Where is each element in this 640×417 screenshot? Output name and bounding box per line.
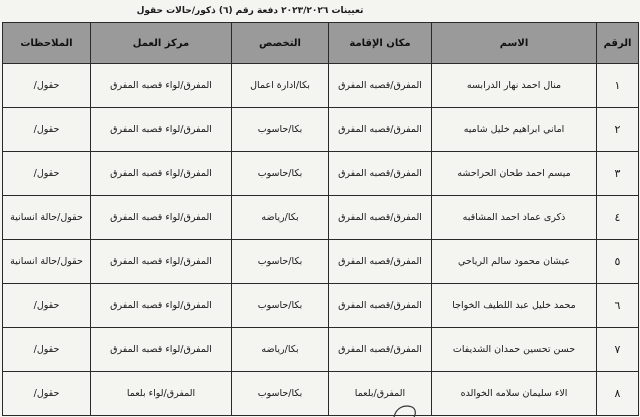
cell-residence: المفرق/قصبه المفرق bbox=[329, 240, 432, 284]
cell-notes: حقول/ bbox=[3, 372, 91, 416]
cell-name: محمد خليل عبد اللطيف الخواجا bbox=[432, 284, 597, 328]
cell-workplace: المفرق/لواء قصبه المفرق bbox=[91, 64, 232, 108]
table-row bbox=[3, 284, 639, 328]
appointments-table bbox=[2, 22, 639, 416]
header-specialty: التخصص bbox=[232, 23, 329, 64]
table-header-row bbox=[3, 23, 639, 64]
cell-specialty: بكا/رياضه bbox=[232, 196, 329, 240]
cell-name: ذكرى عماد احمد المشاقبه bbox=[432, 196, 597, 240]
cell-workplace: المفرق/لواء قصبه المفرق bbox=[91, 328, 232, 372]
cell-num: ١ bbox=[597, 64, 639, 108]
cell-workplace: المفرق/لواء قصبه المفرق bbox=[91, 196, 232, 240]
cell-num: ٢ bbox=[597, 108, 639, 152]
page-title: تعيينات ٢٠٢٣/٢٠٢٦ دفعة رقم (٦) ذكور/حالات حقول bbox=[136, 6, 364, 16]
header-residence: مكان الإقامة bbox=[329, 23, 432, 64]
cell-name: حسن تحسين حمدان الشديفات bbox=[432, 328, 597, 372]
cell-notes: حقول/ bbox=[3, 328, 91, 372]
cell-specialty: بكا/ادارة اعمال bbox=[232, 64, 329, 108]
cell-notes: حقول/ bbox=[3, 108, 91, 152]
table-row bbox=[3, 372, 639, 416]
cell-workplace: المفرق/لواء قصبه المفرق bbox=[91, 108, 232, 152]
cell-notes: حقول/ bbox=[3, 152, 91, 196]
table-row bbox=[3, 108, 639, 152]
cell-residence: المفرق/قصبه المفرق bbox=[329, 284, 432, 328]
cell-residence: المفرق/قصبه المفرق bbox=[329, 328, 432, 372]
cell-num: ٨ bbox=[597, 372, 639, 416]
cell-name: عيشان محمود سالم الرياحي bbox=[432, 240, 597, 284]
header-name: الاسم bbox=[432, 23, 597, 64]
header-workplace: مركز العمل bbox=[91, 23, 232, 64]
header-num: الرقم bbox=[597, 23, 639, 64]
table-row bbox=[3, 64, 639, 108]
cell-notes: حقول/حالة انسانية bbox=[3, 196, 91, 240]
cell-num: ٦ bbox=[597, 284, 639, 328]
cell-workplace: المفرق/لواء قصبه المفرق bbox=[91, 240, 232, 284]
table-row bbox=[3, 240, 639, 284]
cell-workplace: المفرق/لواء قصبه المفرق bbox=[91, 152, 232, 196]
cell-notes: حقول/ bbox=[3, 284, 91, 328]
cell-workplace: المفرق/لواء قصبه المفرق bbox=[91, 284, 232, 328]
cell-num: ٧ bbox=[597, 328, 639, 372]
cell-name: اماني ابراهيم خليل شاميه bbox=[432, 108, 597, 152]
cell-specialty: بكا/حاسوب bbox=[232, 152, 329, 196]
cell-residence: المفرق/قصبه المفرق bbox=[329, 108, 432, 152]
table-row bbox=[3, 196, 639, 240]
cell-specialty: بكا/حاسوب bbox=[232, 284, 329, 328]
cell-specialty: بكا/رياضه bbox=[232, 328, 329, 372]
table-row bbox=[3, 152, 639, 196]
header-notes: الملاحظات bbox=[3, 23, 91, 64]
cell-residence: المفرق/قصبه المفرق bbox=[329, 152, 432, 196]
pen-mark-scribble bbox=[392, 404, 418, 417]
cell-name: منال احمد نهار الدرابسه bbox=[432, 64, 597, 108]
cell-residence: المفرق/قصبه المفرق bbox=[329, 196, 432, 240]
cell-specialty: بكا/حاسوب bbox=[232, 372, 329, 416]
cell-specialty: بكا/حاسوب bbox=[232, 108, 329, 152]
cell-notes: حقول/حالة انسانية bbox=[3, 240, 91, 284]
cell-residence: المفرق/بلعما bbox=[329, 372, 432, 416]
cell-workplace: المفرق/لواء بلعما bbox=[91, 372, 232, 416]
cell-name: الاء سليمان سلامه الخوالده bbox=[432, 372, 597, 416]
cell-name: ميسم احمد طحان الحراحشه bbox=[432, 152, 597, 196]
cell-num: ٥ bbox=[597, 240, 639, 284]
cell-notes: حقول/ bbox=[3, 64, 91, 108]
cell-residence: المفرق/قصبه المفرق bbox=[329, 64, 432, 108]
table-row bbox=[3, 328, 639, 372]
cell-num: ٤ bbox=[597, 196, 639, 240]
cell-specialty: بكا/حاسوب bbox=[232, 240, 329, 284]
cell-num: ٣ bbox=[597, 152, 639, 196]
